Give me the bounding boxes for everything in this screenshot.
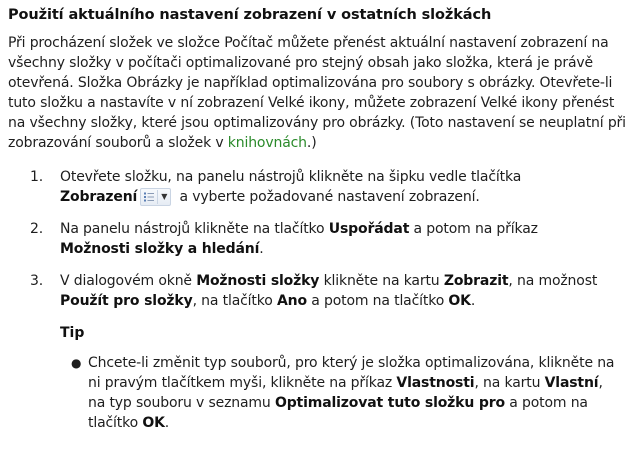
step-text: a potom na příkaz <box>409 221 538 237</box>
intro-paragraph <box>8 33 634 153</box>
views-button[interactable] <box>140 188 171 206</box>
step-text: klikněte na kartu <box>319 273 444 289</box>
tip-list <box>8 353 634 433</box>
steps-list <box>8 167 634 311</box>
step-text: . <box>470 293 476 309</box>
yes-label: Ano <box>276 293 307 309</box>
tip-text: Chcete-li změnit typ souborů, pro který je složka optimalizována, klikněte na ni pravým tlačítkem myši, klikněte na příkaz <box>88 355 615 391</box>
intro-end: .) <box>306 135 317 151</box>
step-1 <box>8 167 634 207</box>
step-number: 2. <box>30 221 44 237</box>
apply-to-folders-label: Použít pro složky <box>60 293 193 309</box>
organize-label: Uspořádat <box>328 221 410 237</box>
step-text: V dialogovém okně <box>60 273 197 289</box>
step-2 <box>8 219 634 259</box>
tip-text: a potom na tlačítko <box>88 395 588 431</box>
properties-label: Vlastnosti <box>396 375 475 391</box>
step-3 <box>8 271 634 311</box>
views-label: Zobrazení <box>60 189 138 205</box>
view-tab-label: Zobrazit <box>443 273 509 289</box>
ok-label: OK <box>142 415 165 431</box>
bullet-icon: ● <box>71 356 82 370</box>
step-number: 3. <box>30 273 44 289</box>
step-text: a vyberte požadované nastavení zobrazení. <box>175 189 480 205</box>
intro-text: Při procházení složek ve složce Počítač můžete přenést aktuální nastavení zobrazení na všechny složky v počítači optimalizované pro stejný obsah jako složka, která je právě otevřená. Složka Obrázky je například optimalizována pro soubory s obrázky. Otevřete-li tuto složku a nastavíte v ní zobrazení Velké ikony, můžete zobrazení Velké ikony přenést na všechny složky, které jsou optimalizovány pro obrázky. (Toto nastavení se neuplatní při zobrazování souborů a složek v <box>8 35 626 151</box>
article-title: Použití aktuálního nastavení zobrazení v ostatních složkách <box>8 7 492 23</box>
step-text: Na panelu nástrojů klikněte na tlačítko <box>60 221 329 237</box>
step-text: . <box>259 241 264 257</box>
chevron-down-icon[interactable]: ▼ <box>161 192 168 201</box>
optimize-folder-label: Optimalizovat tuto složku pro <box>274 395 505 411</box>
ok-label: OK <box>448 293 471 309</box>
customize-label: Vlastní <box>544 375 599 391</box>
tip-text: , na kartu <box>474 375 545 391</box>
folder-options-dialog-label: Možnosti složky <box>196 273 320 289</box>
step-number: 1. <box>30 169 44 185</box>
views-icon <box>141 190 157 204</box>
tip-text: , na typ souboru v seznamu <box>88 375 603 411</box>
tip-item <box>8 353 634 433</box>
tip-heading: Tip <box>60 325 85 341</box>
step-text: a potom na tlačítko <box>306 293 449 309</box>
folder-options-label: Možnosti složky a hledání <box>60 241 260 257</box>
libraries-link[interactable]: knihovnách <box>227 135 307 151</box>
step-text: , na tlačítko <box>192 293 277 309</box>
step-text: , na možnost <box>508 273 598 289</box>
tip-text: . <box>164 415 170 431</box>
step-text: Otevřete složku, na panelu nástrojů klikněte na šipku vedle tlačítka <box>60 169 522 185</box>
